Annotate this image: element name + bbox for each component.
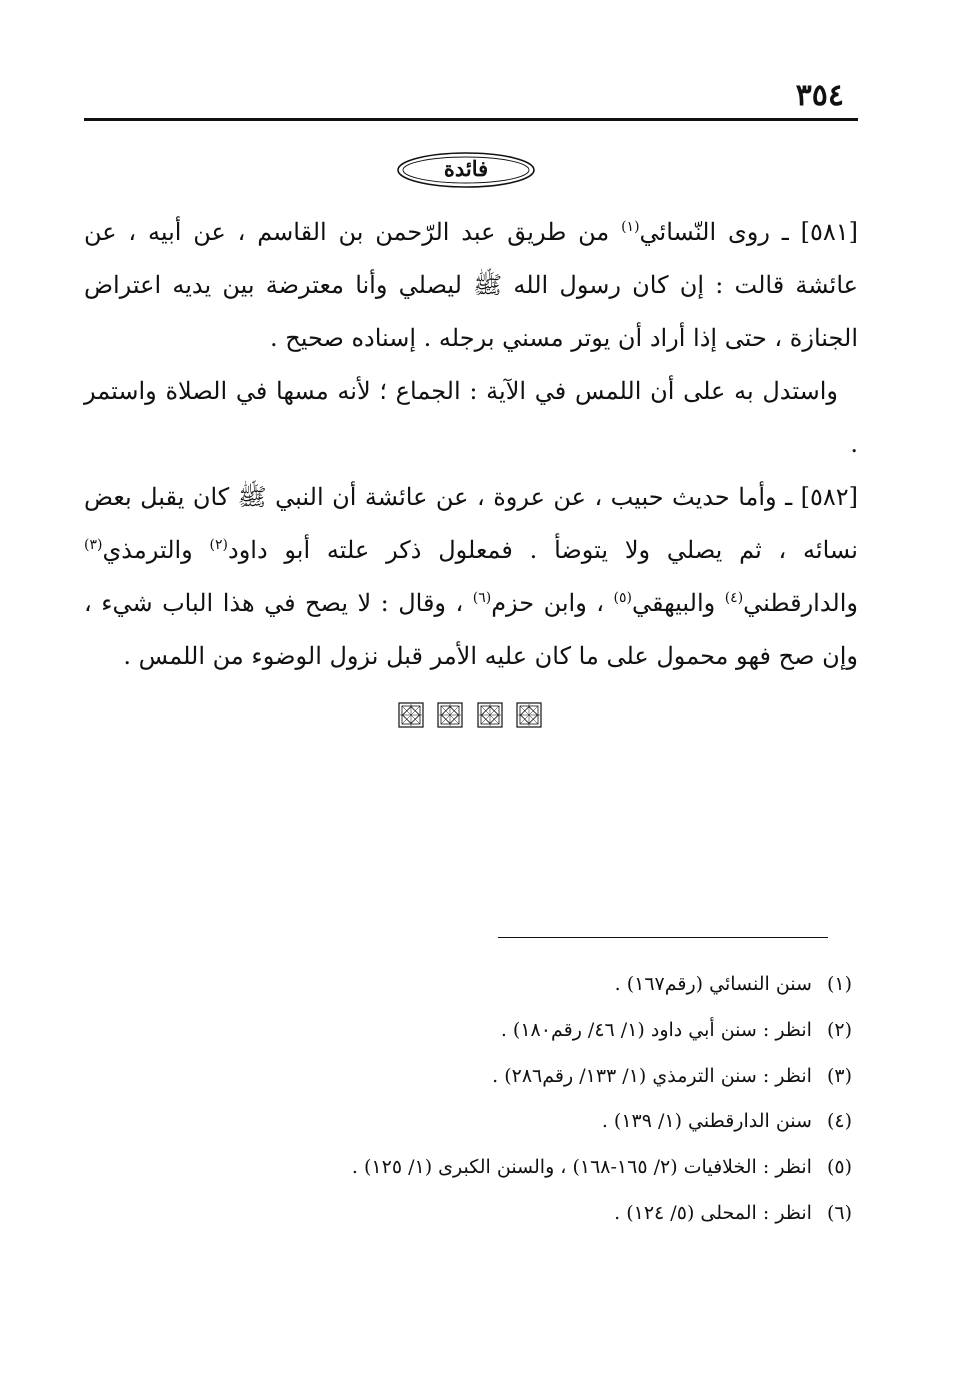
footnote-5 bbox=[84, 1145, 852, 1191]
star-lattice-ornament-icon bbox=[437, 702, 463, 728]
paragraph-text: والدارقطني bbox=[743, 589, 859, 617]
footnote-number: (٥) bbox=[826, 1156, 852, 1179]
footnote-2 bbox=[84, 1008, 852, 1054]
footnote-4 bbox=[84, 1099, 852, 1145]
paragraph-text: واستدل به على أن اللمس في الآية : الجماع ؛ لأنه مسها في الصلاة واستمر . bbox=[84, 377, 858, 458]
star-lattice-ornament-icon bbox=[398, 702, 424, 728]
section-title-cartouche bbox=[396, 150, 536, 190]
section-title: فائدة bbox=[443, 156, 489, 181]
paragraph-582 bbox=[84, 471, 858, 683]
footnote-number: (٣) bbox=[826, 1064, 852, 1087]
paragraph-inference bbox=[84, 365, 858, 471]
footnote-3 bbox=[84, 1054, 852, 1100]
header-rule bbox=[84, 118, 858, 121]
footnote-number: (٦) bbox=[826, 1201, 852, 1224]
footnote-separator bbox=[498, 937, 828, 938]
footnote-text: انظر : سنن أبي داود (١/ ٤٦/ رقم١٨٠) . bbox=[500, 1018, 812, 1041]
footnote-number: (٤) bbox=[826, 1110, 852, 1133]
footnote-1 bbox=[84, 962, 852, 1008]
paragraph-text: من طريق عبد الرّحمن بن القاسم ، عن أبيه ، عن عائشة قالت : إن كان رسول الله ﷺ ليصلي وأنا معترضة بين يديه اعتراض الجنازة ، حتى إذا أراد أن يوتر مسني برجله . إسناده صحيح . bbox=[84, 218, 858, 352]
paragraph-text: ، وابن حزم bbox=[491, 589, 614, 617]
footnote-number: (١) bbox=[826, 973, 852, 995]
footnote-ref[interactable]: (١) bbox=[621, 219, 640, 235]
footnote-number: (٢) bbox=[826, 1018, 852, 1041]
paragraph-text: ، وقال : لا يصح في هذا الباب شيء ، وإن صح فهو محمول على ما كان عليه الأمر قبل نزول الوضوء من اللمس . bbox=[84, 589, 858, 670]
footnote-text: انظر : سنن الترمذي (١/ ١٣٣/ رقم٢٨٦) . bbox=[492, 1064, 812, 1087]
footnote-text: انظر : المحلى (٥/ ١٢٤) . bbox=[614, 1201, 812, 1224]
footnote-text: انظر : الخلافيات (٢/ ١٦٥-١٦٨) ، والسنن الكبرى (١/ ١٢٥) . bbox=[351, 1156, 812, 1179]
footnote-ref[interactable]: (٤) bbox=[724, 590, 744, 606]
page-number: ٣٥٤ bbox=[795, 78, 844, 113]
footnote-ref[interactable]: (٦) bbox=[472, 590, 492, 606]
footnote-6 bbox=[84, 1191, 852, 1237]
star-lattice-ornament-icon bbox=[516, 702, 542, 728]
paragraph-text: [٥٨١] ـ روى النّسائي bbox=[639, 218, 859, 246]
star-lattice-ornament-icon bbox=[477, 702, 503, 728]
footnotes bbox=[84, 962, 852, 1237]
paragraph-text: [٥٨٢] ـ وأما حديث حبيب ، عن عروة ، عن عائشة أن النبي ﷺ كان يقبل بعض نسائه ، ثم يصلي ولا يتوضأ . فمعلول ذكر علته أبو داود bbox=[84, 483, 858, 564]
footnote-ref[interactable]: (٥) bbox=[613, 590, 632, 606]
footnote-text: سنن الدارقطني (١/ ١٣٩) . bbox=[601, 1110, 812, 1133]
paragraph-text: والبيهقي bbox=[631, 589, 725, 617]
paragraph-581 bbox=[84, 206, 858, 365]
footnote-text: سنن النسائي (رقم١٦٧) . bbox=[614, 973, 812, 995]
body-text bbox=[84, 206, 858, 683]
section-end-ornaments bbox=[398, 702, 542, 728]
paragraph-text: والترمذي bbox=[102, 536, 210, 564]
footnote-ref[interactable]: (٣) bbox=[84, 537, 103, 553]
footnote-ref[interactable]: (٢) bbox=[209, 537, 228, 553]
